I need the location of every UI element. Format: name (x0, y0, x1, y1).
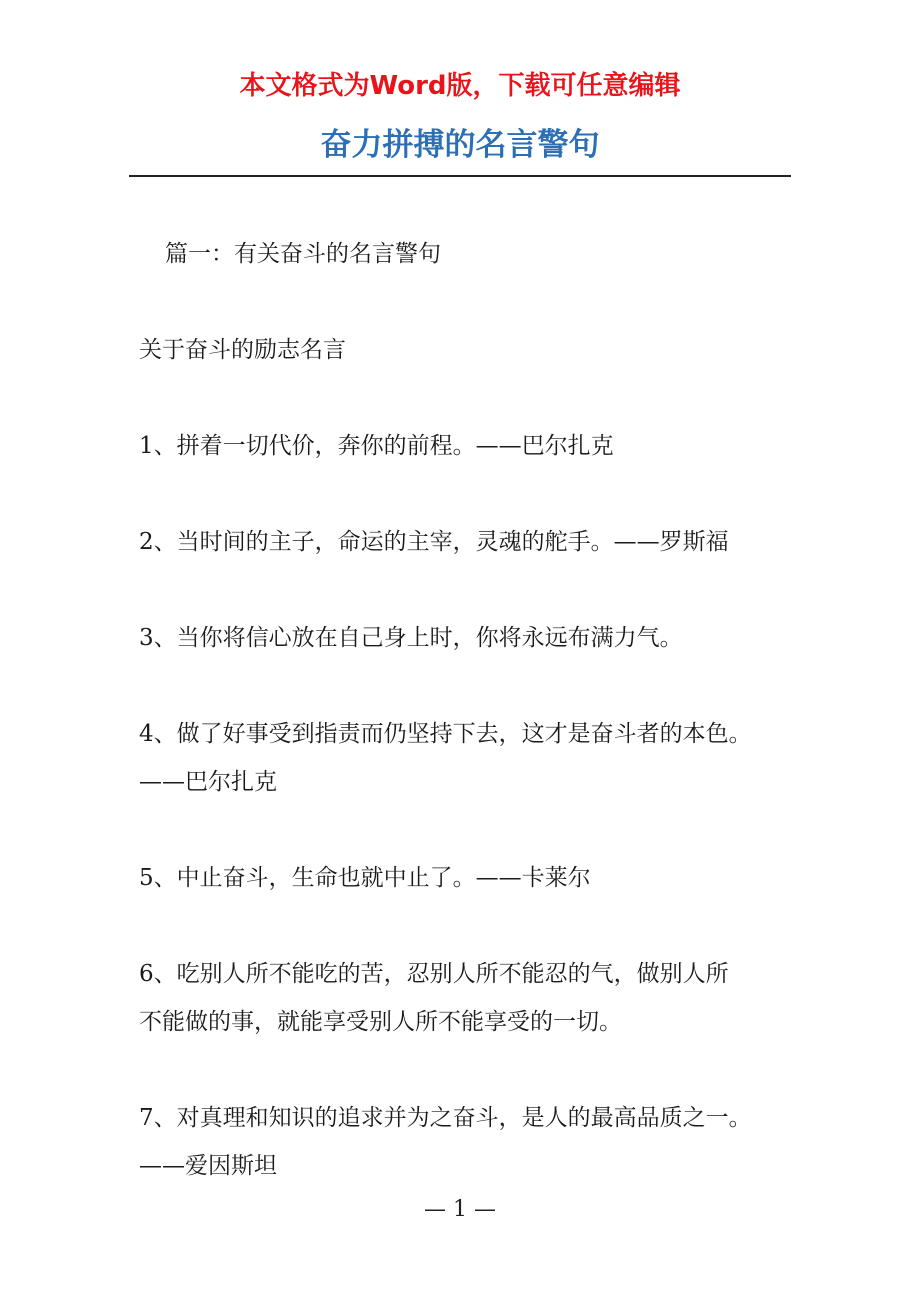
quote-text: 7、对真理和知识的追求并为之奋斗，是人的最高品质之一。 (139, 1105, 752, 1131)
quote-text: 5、中止奋斗，生命也就中止了。——卡莱尔 (139, 865, 591, 891)
quote-text: 1、拼着一切代价，奔你的前程。——巴尔扎克 (139, 433, 614, 459)
quote-item (139, 710, 803, 806)
document-title: 奋力拼搏的名言警句 (320, 127, 600, 163)
quote-text-continued: 不能做的事，就能享受别人所不能享受的一切。 (139, 1009, 622, 1035)
document-body (139, 230, 803, 1190)
subheading: 关于奋斗的励志名言 (139, 337, 346, 363)
quote-item (139, 518, 803, 566)
quote-item (139, 422, 803, 470)
page-number: — 1 — (424, 1197, 496, 1222)
quote-item (139, 854, 803, 902)
quote-item (139, 1094, 803, 1190)
quote-attribution: ——巴尔扎克 (139, 769, 277, 795)
quote-text: 2、当时间的主子，命运的主宰，灵魂的舵手。——罗斯福 (139, 529, 729, 555)
quote-text: 4、做了好事受到指责而仍坚持下去，这才是奋斗者的本色。 (139, 721, 752, 747)
quote-item (139, 950, 803, 1046)
quote-text: 6、吃别人所不能吃的苦，忍别人所不能忍的气，做别人所 (139, 961, 729, 987)
section-heading: 篇一：有关奋斗的名言警句 (165, 241, 441, 267)
quote-text: 3、当你将信心放在自己身上时，你将永远布满力气。 (139, 625, 683, 651)
quote-item (139, 614, 803, 662)
title-divider (129, 175, 791, 177)
quote-attribution: ——爱因斯坦 (139, 1153, 277, 1179)
format-notice-banner: 本文格式为Word版，下载可任意编辑 (239, 71, 681, 101)
